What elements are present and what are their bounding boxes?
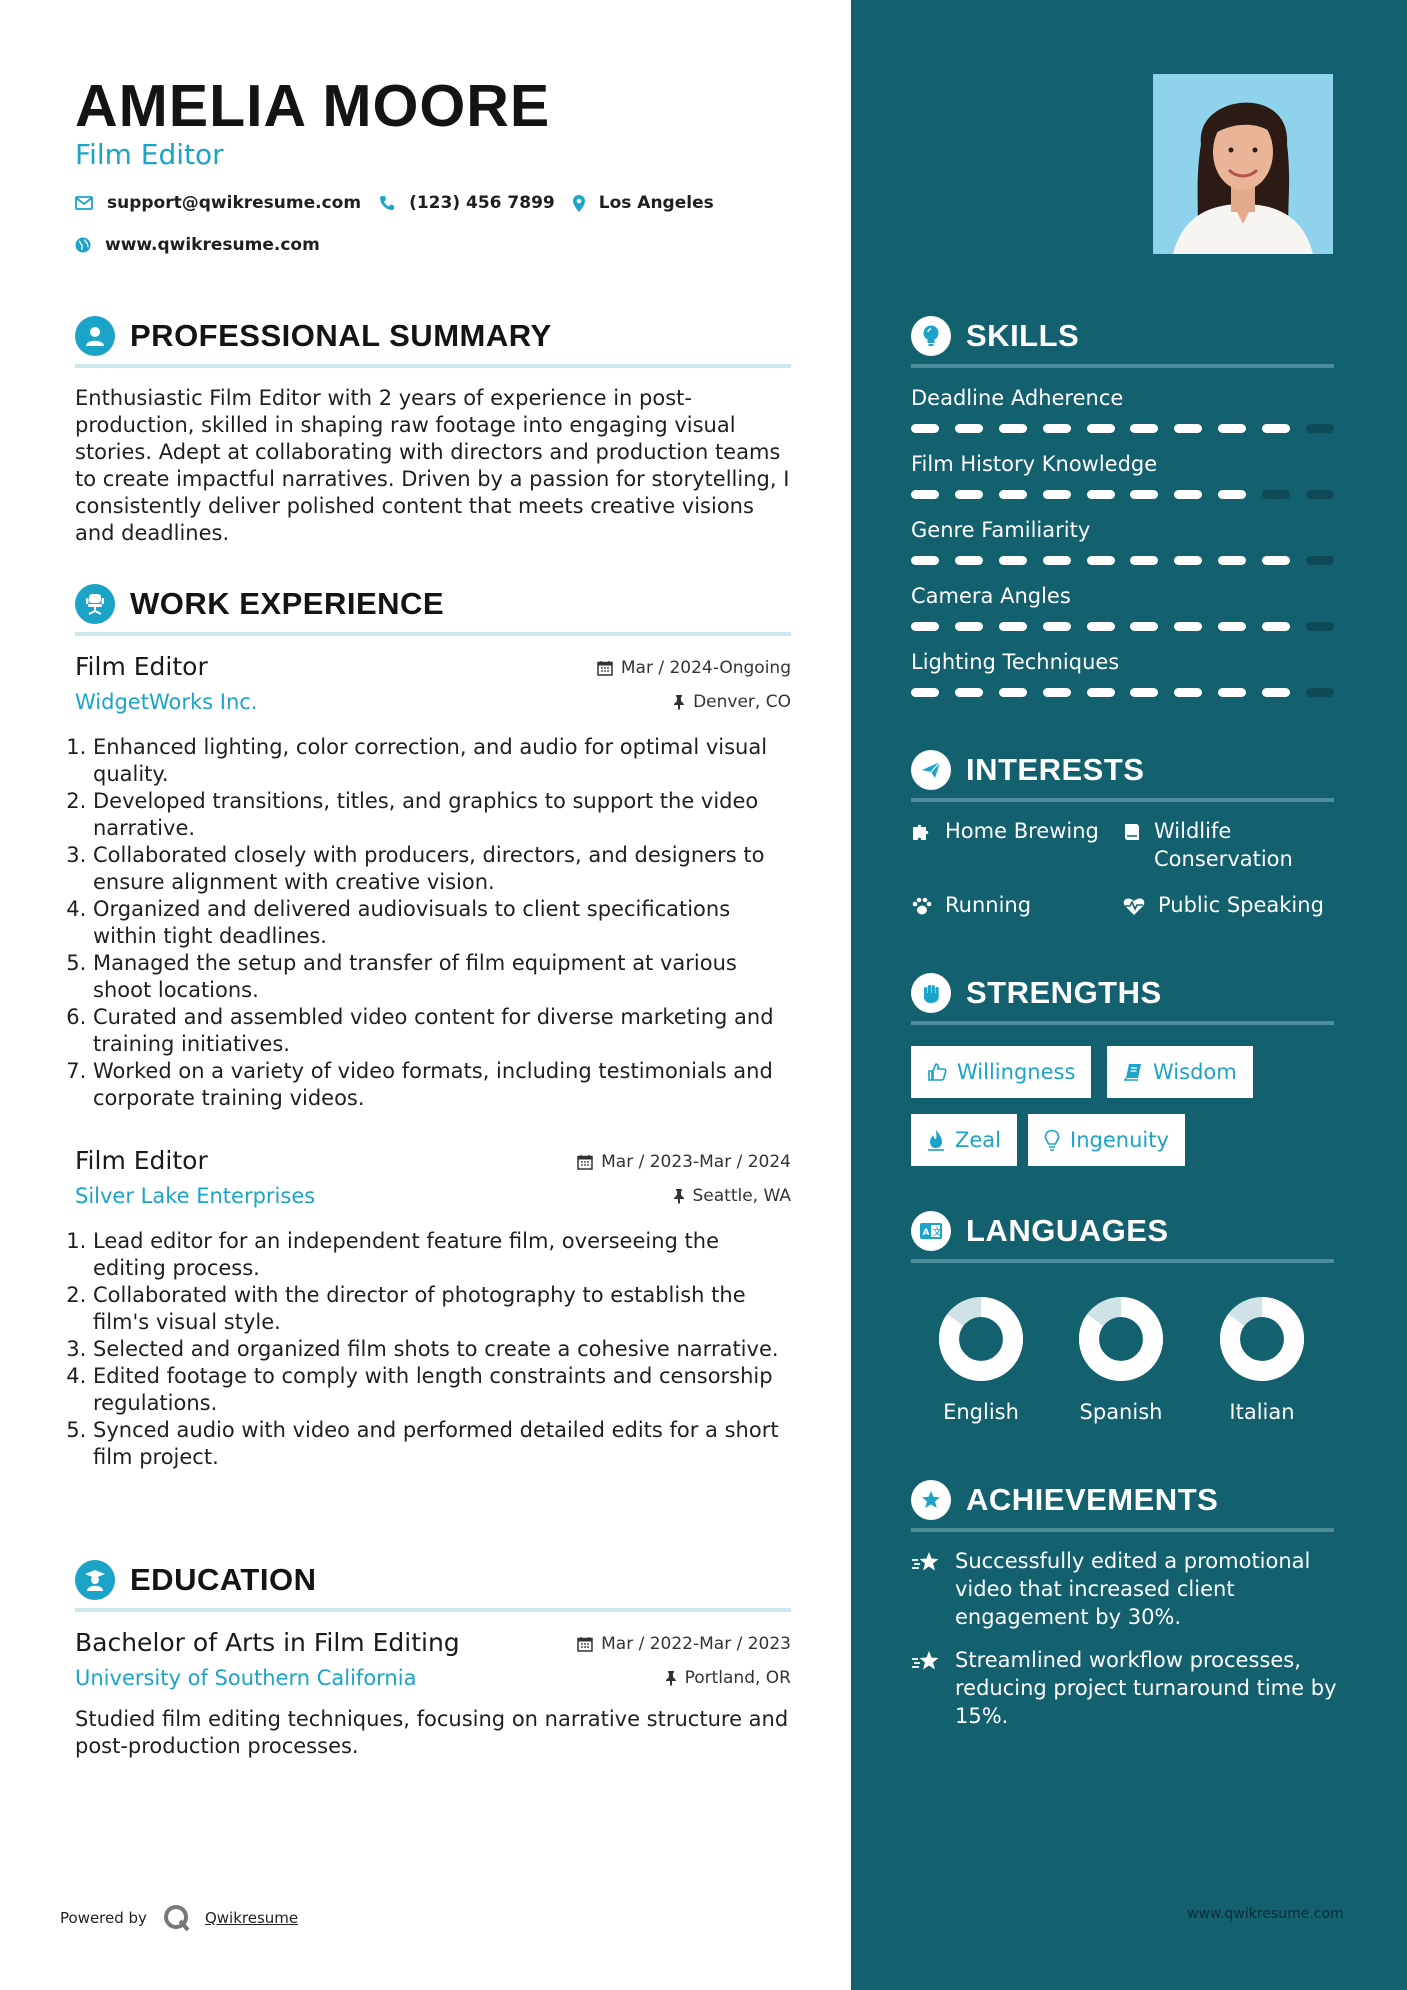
footer-url[interactable]: www.qwikresume.com	[1187, 1906, 1344, 1922]
job-date-text: Mar / 2023-Mar / 2024	[601, 1152, 791, 1172]
list-item: 6. Curated and assembled video content for diverse marketing and training initiatives.	[93, 1004, 791, 1058]
skill-item	[911, 650, 1334, 710]
experience-heading-text: WORK EXPERIENCE	[130, 586, 445, 621]
candidate-name: AMELIA MOORE	[75, 73, 551, 139]
calendar-icon	[577, 1636, 593, 1652]
skill-segment	[1130, 556, 1158, 565]
contact-row	[75, 193, 732, 213]
list-item: 3. Collaborated closely with producers, directors, and designers to ensure alignment with creative vision.	[93, 842, 791, 896]
svg-text:A: A	[922, 1228, 930, 1238]
strengths-heading	[911, 973, 1334, 1025]
paper-plane-icon	[911, 750, 951, 790]
skill-segment	[1174, 688, 1202, 697]
profile-photo	[1153, 74, 1333, 254]
skill-label: Camera Angles	[911, 584, 1071, 608]
job-title: Film Editor	[75, 652, 208, 681]
skill-segment	[1174, 622, 1202, 631]
powered-by	[60, 1904, 298, 1932]
list-item: 5. Synced audio with video and performed detailed edits for a short film project.	[93, 1417, 791, 1471]
language-proficiency-ring	[1219, 1296, 1305, 1382]
calendar-icon	[597, 660, 613, 676]
job-company: WidgetWorks Inc.	[75, 690, 258, 714]
interest-label: Wildlife Conservation	[1154, 819, 1293, 871]
skill-segment	[1306, 688, 1334, 697]
skill-segment	[1087, 424, 1115, 433]
list-item: 1. Enhanced lighting, color correction, and audio for optimal visual quality.	[93, 734, 791, 788]
language-label: Italian	[1229, 1400, 1295, 1424]
heartbeat-icon	[1122, 896, 1146, 916]
star-badge-icon	[911, 1480, 951, 1520]
skill-segment	[1043, 688, 1071, 697]
language-item	[1066, 1296, 1176, 1424]
qwikresume-link[interactable]: Qwikresume	[204, 1909, 299, 1927]
qwikresume-logo-icon	[163, 1904, 191, 1932]
language-label: Spanish	[1079, 1400, 1163, 1424]
list-item: 4. Organized and delivered audiovisuals to client specifications within tight deadlines.	[93, 896, 791, 950]
education-heading-text: EDUCATION	[130, 1562, 317, 1597]
skill-segment	[955, 556, 983, 565]
contact-website[interactable]	[75, 235, 320, 255]
fire-icon	[927, 1129, 945, 1151]
language-icon	[911, 1211, 951, 1251]
skill-segment	[1218, 556, 1246, 565]
skill-segment	[1043, 424, 1071, 433]
skill-segment	[955, 424, 983, 433]
education-text: Studied film editing techniques, focusing on narrative structure and post-production processes.	[75, 1707, 789, 1758]
lightbulb-icon	[1044, 1129, 1060, 1151]
skill-segment	[955, 622, 983, 631]
job-date-text: Mar / 2024-Ongoing	[620, 658, 791, 678]
thumbs-up-icon	[927, 1062, 947, 1082]
skill-segment	[1174, 424, 1202, 433]
skill-segment	[1087, 688, 1115, 697]
list-item: 3. Selected and organized film shots to create a cohesive narrative.	[93, 1336, 791, 1363]
skill-label: Genre Familiarity	[911, 518, 1091, 542]
skill-label: Lighting Techniques	[911, 650, 1120, 674]
interest-label: Home Brewing	[945, 819, 1099, 843]
paw-icon	[911, 896, 933, 916]
achievements-heading	[911, 1480, 1334, 1532]
skill-segment	[1262, 622, 1290, 631]
skill-segment	[911, 622, 939, 631]
pushpin-icon	[673, 694, 685, 710]
language-label: English	[943, 1400, 1019, 1424]
star-icon	[911, 1551, 941, 1575]
website-text: www.qwikresume.com	[105, 235, 320, 255]
skill-segment	[999, 424, 1027, 433]
pushpin-icon	[665, 1670, 677, 1686]
skill-segment	[1218, 622, 1246, 631]
location-text: Los Angeles	[598, 193, 714, 213]
education-heading	[75, 1560, 791, 1612]
job-location-text: Denver, CO	[693, 692, 791, 712]
skill-segment	[1262, 490, 1290, 499]
skill-segment	[1174, 490, 1202, 499]
skill-segment	[1174, 556, 1202, 565]
skill-segment	[1130, 424, 1158, 433]
skill-segment	[1043, 490, 1071, 499]
skill-level-bar	[911, 556, 1334, 566]
list-item: 5. Managed the setup and transfer of film equipment at various shoot locations.	[93, 950, 791, 1004]
skill-segment	[911, 688, 939, 697]
skill-item	[911, 386, 1334, 446]
skill-segment	[1218, 424, 1246, 433]
education-date-text: Mar / 2022-Mar / 2023	[601, 1634, 791, 1654]
skill-segment	[955, 688, 983, 697]
skill-segment	[1306, 424, 1334, 433]
skill-label: Film History Knowledge	[911, 452, 1158, 476]
book-icon	[1123, 1062, 1143, 1082]
skill-segment	[999, 688, 1027, 697]
achievement-text: Streamlined workflow processes, reducing project turnaround time by 15%.	[955, 1648, 1337, 1728]
strength-chip	[1028, 1114, 1185, 1166]
interest-label: Public Speaking	[1158, 893, 1324, 917]
skill-label: Deadline Adherence	[911, 386, 1124, 410]
candidate-title: Film Editor	[75, 138, 224, 171]
job-date	[577, 1152, 791, 1172]
strength-label: Ingenuity	[1070, 1128, 1169, 1152]
contact-location	[573, 193, 714, 213]
skill-segment	[911, 424, 939, 433]
skill-segment	[1306, 490, 1334, 499]
calendar-icon	[577, 1154, 593, 1170]
skill-segment	[1218, 490, 1246, 499]
job-location-text: Seattle, WA	[692, 1186, 791, 1206]
skill-segment	[1043, 622, 1071, 631]
job-location	[673, 1186, 792, 1206]
skill-segment	[911, 490, 939, 499]
list-item: 2. Collaborated with the director of photography to establish the film's visual style.	[93, 1282, 791, 1336]
education-location-text: Portland, OR	[684, 1668, 791, 1688]
strength-chip	[911, 1046, 1091, 1098]
user-icon	[75, 316, 115, 356]
skill-segment	[1130, 622, 1158, 631]
interest-item	[1122, 891, 1324, 919]
achievement-item	[911, 1547, 1341, 1631]
skills-heading-text: SKILLS	[966, 318, 1080, 353]
skill-segment	[1306, 556, 1334, 565]
skill-segment	[999, 556, 1027, 565]
skill-segment	[1087, 556, 1115, 565]
skill-segment	[999, 490, 1027, 499]
achievements-heading-text: ACHIEVEMENTS	[966, 1482, 1219, 1517]
strength-label: Willingness	[957, 1060, 1076, 1084]
skill-segment	[1130, 688, 1158, 697]
strength-chip	[1107, 1046, 1253, 1098]
strength-label: Wisdom	[1153, 1060, 1237, 1084]
skills-heading	[911, 316, 1334, 368]
skill-level-bar	[911, 622, 1334, 632]
job-entry	[75, 1146, 791, 1516]
interest-item	[911, 891, 1031, 919]
phone-text: (123) 456 7899	[409, 193, 555, 213]
envelope-icon	[75, 196, 93, 210]
graduate-icon	[75, 1560, 115, 1600]
strength-chip	[911, 1114, 1017, 1166]
job-entry	[75, 652, 791, 1122]
svg-text:文: 文	[932, 1228, 942, 1238]
skill-item	[911, 518, 1334, 578]
job-company: Silver Lake Enterprises	[75, 1184, 316, 1208]
languages-heading	[911, 1211, 1334, 1263]
list-item: 1. Lead editor for an independent feature film, overseeing the editing process.	[93, 1228, 791, 1282]
job-title: Film Editor	[75, 1146, 208, 1175]
job-bullets	[75, 1228, 791, 1471]
contact-row-2	[75, 235, 338, 255]
skill-item	[911, 452, 1334, 512]
language-proficiency-ring	[1078, 1296, 1164, 1382]
summary-heading	[75, 316, 791, 368]
list-item: 4. Edited footage to comply with length constraints and censorship regulations.	[93, 1363, 791, 1417]
skill-segment	[1087, 622, 1115, 631]
education-date	[577, 1634, 791, 1654]
strengths-heading-text: STRENGTHS	[966, 975, 1162, 1010]
skill-segment	[911, 556, 939, 565]
puzzle-icon	[911, 822, 933, 842]
language-item	[926, 1296, 1036, 1424]
summary-heading-text: PROFESSIONAL SUMMARY	[130, 318, 552, 353]
job-date	[597, 658, 791, 678]
education-location	[665, 1668, 791, 1688]
star-icon	[911, 1650, 941, 1674]
language-item	[1207, 1296, 1317, 1424]
skill-segment	[1130, 490, 1158, 499]
skill-level-bar	[911, 424, 1334, 434]
skill-segment	[1262, 688, 1290, 697]
phone-icon	[379, 195, 395, 211]
achievement-item	[911, 1646, 1341, 1730]
school-name: University of Southern California	[75, 1666, 417, 1690]
list-item: 2. Developed transitions, titles, and graphics to support the video narrative.	[93, 788, 791, 842]
languages-heading-text: LANGUAGES	[966, 1213, 1169, 1248]
list-item: 7. Worked on a variety of video formats, including testimonials and corporate training videos.	[93, 1058, 791, 1112]
skill-level-bar	[911, 688, 1334, 698]
achievement-text: Successfully edited a promotional video that increased client engagement by 30%.	[955, 1549, 1311, 1629]
globe-icon	[75, 237, 91, 253]
fist-icon	[911, 973, 951, 1013]
job-location	[673, 692, 791, 712]
map-marker-icon	[573, 195, 585, 212]
powered-by-text: Powered by	[60, 1909, 147, 1927]
contact-email[interactable]	[75, 193, 361, 213]
skill-segment	[1087, 490, 1115, 499]
interests-heading	[911, 750, 1334, 802]
pushpin-icon	[673, 1188, 685, 1204]
strength-label: Zeal	[955, 1128, 1002, 1152]
job-bullets	[75, 734, 791, 1112]
lightbulb-icon	[911, 316, 951, 356]
skill-segment	[1262, 424, 1290, 433]
skill-segment	[1218, 688, 1246, 697]
summary-text: Enthusiastic Film Editor with 2 years of experience in post-production, skilled in shaping raw footage into engaging visual stories. Adept at collaborating with directors and production teams to create impactful narratives. Driven by a passion for storytelling, I consistently deliver polished content that meets creative visions and deadlines.	[75, 386, 790, 545]
interest-label: Running	[945, 893, 1032, 917]
skill-segment	[1043, 556, 1071, 565]
interest-item	[1122, 817, 1322, 873]
skill-segment	[1306, 622, 1334, 631]
skill-item	[911, 584, 1334, 644]
sidebar	[851, 0, 1407, 1990]
degree-title: Bachelor of Arts in Film Editing	[75, 1628, 460, 1657]
interests-heading-text: INTERESTS	[966, 752, 1145, 787]
interest-item	[911, 817, 1099, 845]
skill-level-bar	[911, 490, 1334, 500]
skill-segment	[955, 490, 983, 499]
office-chair-icon	[75, 584, 115, 624]
contact-phone[interactable]	[379, 193, 555, 213]
email-text: support@qwikresume.com	[107, 193, 362, 213]
experience-heading	[75, 584, 791, 636]
skill-segment	[1262, 556, 1290, 565]
language-proficiency-ring	[938, 1296, 1024, 1382]
book-icon	[1122, 822, 1142, 842]
skill-segment	[999, 622, 1027, 631]
